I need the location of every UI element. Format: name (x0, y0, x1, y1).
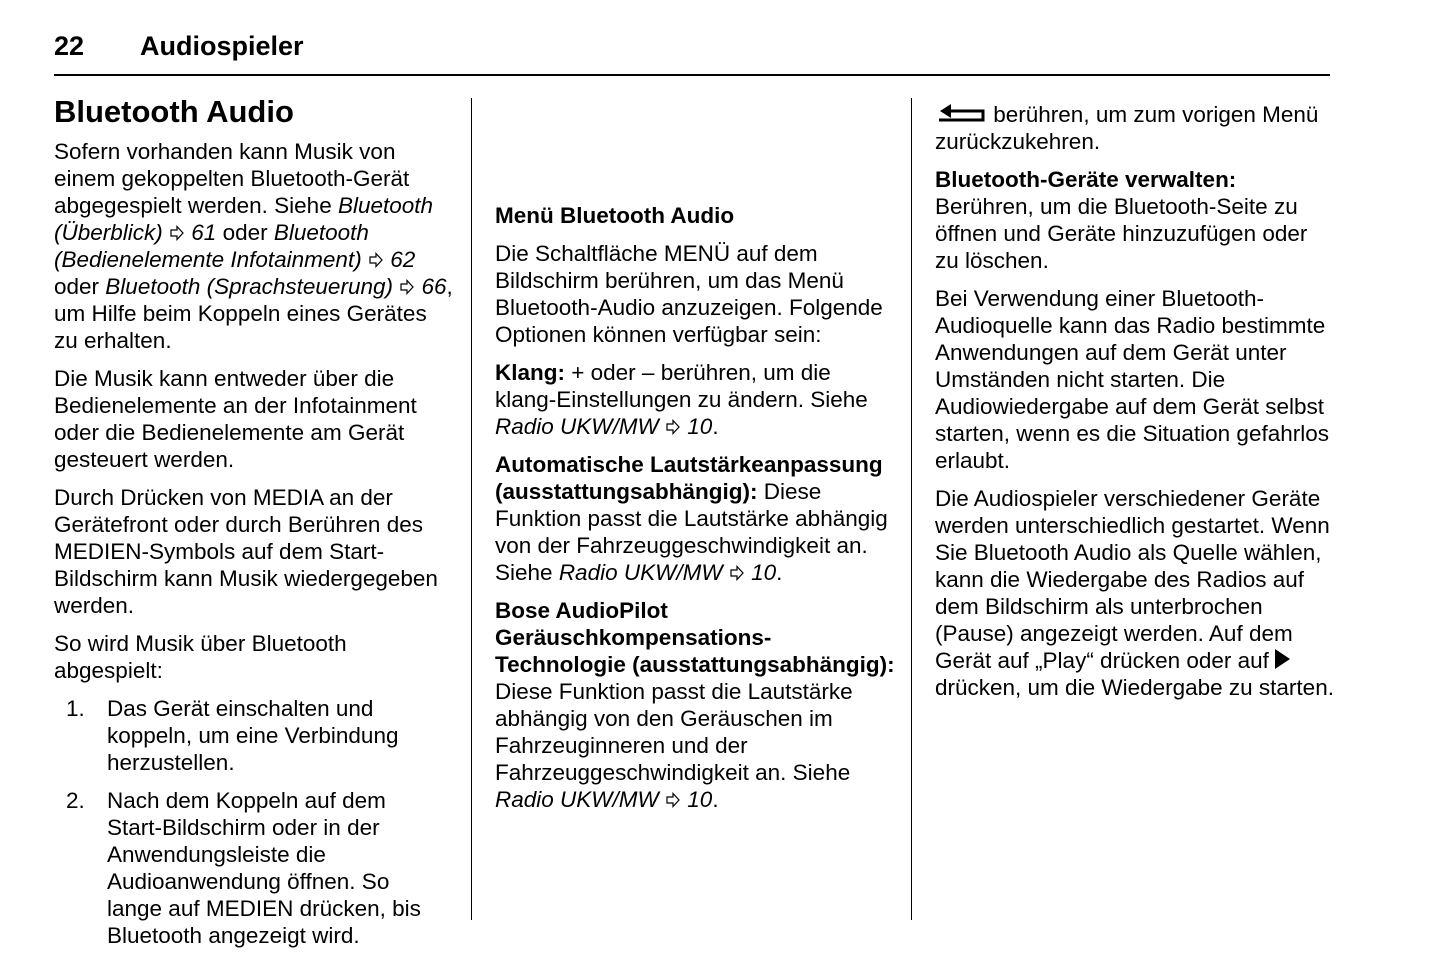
intro-paragraph (54, 138, 454, 354)
option-label: Automatische Lautstärkeanpassung (ausstattungsabhängig): (495, 452, 883, 504)
section-title: Bluetooth Audio (54, 94, 294, 129)
option-label: Klang: (495, 360, 565, 385)
xref-page[interactable]: 66 (421, 274, 447, 299)
column-1 (54, 94, 454, 960)
text: oder (216, 220, 274, 245)
text: , um Hilfe beim Koppeln eines Gerätes zu erhalten. (54, 274, 453, 353)
text: Diese Funktion passt die Lautstärke abhängig von den Geräuschen im Fahrzeuginneren und der Fahrzeuggeschwindigkeit an. Siehe (495, 679, 853, 785)
xref-page[interactable]: 10 (687, 414, 713, 439)
option-label: Bose AudioPilot Geräuschkompensations-Technologie (ausstattungsabhängig): (495, 598, 895, 677)
xref-page[interactable]: 10 (751, 560, 777, 585)
option-bose-audiopilot (495, 597, 895, 813)
list-number: 2. (66, 788, 85, 813)
column-3 (935, 100, 1335, 712)
text: berühren, um zum vorigen Menü zurückzukehren. (935, 102, 1319, 154)
list-item (54, 787, 446, 949)
header-title: Audiospieler (140, 31, 304, 61)
xref-bluetooth-voice[interactable]: Bluetooth (Sprachsteuerung) (105, 274, 393, 299)
column-divider (471, 98, 472, 920)
back-arrow-icon (935, 100, 987, 126)
text: oder (54, 274, 106, 299)
option-label: Bluetooth-Geräte verwalten: (935, 167, 1237, 192)
xref-bluetooth-overview[interactable]: Bluetooth (Überblick) (54, 193, 434, 245)
xref-page[interactable]: 62 (390, 247, 416, 272)
text: . (712, 787, 719, 812)
subheading: Menü Bluetooth Audio (495, 203, 735, 228)
paragraph: Die Musik kann entweder über die Bedienelemente an der Infotainment oder die Bedienelemente am Gerät gesteuert werden. (54, 366, 417, 472)
paragraph: So wird Musik über Bluetooth abgespielt: (54, 631, 347, 683)
page-header (54, 30, 1330, 76)
page-ref-arrow-icon (170, 225, 184, 241)
xref-bluetooth-controls[interactable]: Bluetooth (Bedienelemente Infotainment) (54, 220, 369, 272)
text: Berühren, um die Bluetooth-Seite zu öffnen und Geräte hinzuzufügen oder zu löschen. (935, 194, 1308, 273)
list-text: Nach dem Koppeln auf dem Start-Bildschirm oder in der Anwendungsleiste die Audioanwendung öffnen. So lange auf MEDIEN drücken, bis Bluetooth angezeigt wird. (107, 788, 421, 948)
page-number: 22 (54, 31, 85, 61)
text: . (776, 560, 783, 585)
list-item (54, 695, 454, 776)
page-ref-arrow-icon (730, 565, 744, 581)
page-ref-arrow-icon (400, 279, 414, 295)
xref-page[interactable]: 61 (191, 220, 217, 245)
page-ref-arrow-icon (369, 252, 383, 268)
list-number: 1. (66, 696, 85, 721)
paragraph: Bei Verwendung einer Bluetooth-Audioquelle kann das Radio bestimmte Anwendungen auf dem Gerät unter Umständen nicht starten. Die Audiowiedergabe auf dem Gerät selbst starten, wenn es die Situation gefahrlos erlaubt. (935, 286, 1329, 473)
text: drücken, um die Wiedergabe zu starten. (935, 675, 1334, 700)
page-ref-arrow-icon (666, 419, 680, 435)
xref-page[interactable]: 10 (687, 787, 713, 812)
text: Sofern vorhanden kann Musik von einem gekoppelten Bluetooth-Gerät abgegespielt werden. Siehe (54, 139, 410, 218)
xref-radio[interactable]: Radio UKW/MW (558, 560, 723, 585)
column-2 (495, 202, 895, 824)
play-icon (1273, 648, 1291, 670)
xref-radio[interactable]: Radio UKW/MW (495, 414, 659, 439)
text: Diese Funktion passt die Lautstärke abhängig von der Fahrzeuggeschwindigkeit an. Siehe (495, 479, 888, 585)
paragraph-start-playback (935, 485, 1335, 701)
option-auto-volume (495, 451, 895, 586)
text: . (712, 414, 719, 439)
column-divider (911, 98, 912, 920)
option-klang (495, 359, 895, 440)
page-ref-arrow-icon (666, 792, 680, 808)
back-paragraph (935, 100, 1335, 155)
list-text: Das Gerät einschalten und koppeln, um eine Verbindung herzustellen. (107, 696, 399, 775)
text: Die Audiospieler verschiedener Geräte werden unterschiedlich gestartet. Wenn Sie Bluetooth Audio als Quelle wählen, kann die Wiedergabe des Radios auf dem Bildschirm als unterbrochen (Pause) angezeigt werden. Auf dem Gerät auf „Play“ drücken oder auf (935, 486, 1330, 673)
paragraph: Die Schaltfläche MENÜ auf dem Bildschirm berühren, um das Menü Bluetooth-Audio anzuzeigen. Folgende Optionen können verfügbar sein: (495, 241, 883, 347)
xref-radio[interactable]: Radio UKW/MW (495, 787, 659, 812)
text: + oder – berühren, um die klang-Einstellungen zu ändern. Siehe (495, 360, 868, 412)
option-manage-devices (935, 166, 1335, 274)
paragraph: Durch Drücken von MEDIA an der Gerätefront oder durch Berühren des MEDIEN-Symbols auf dem Start-Bildschirm kann Musik wiedergegeben werden. (54, 485, 438, 618)
